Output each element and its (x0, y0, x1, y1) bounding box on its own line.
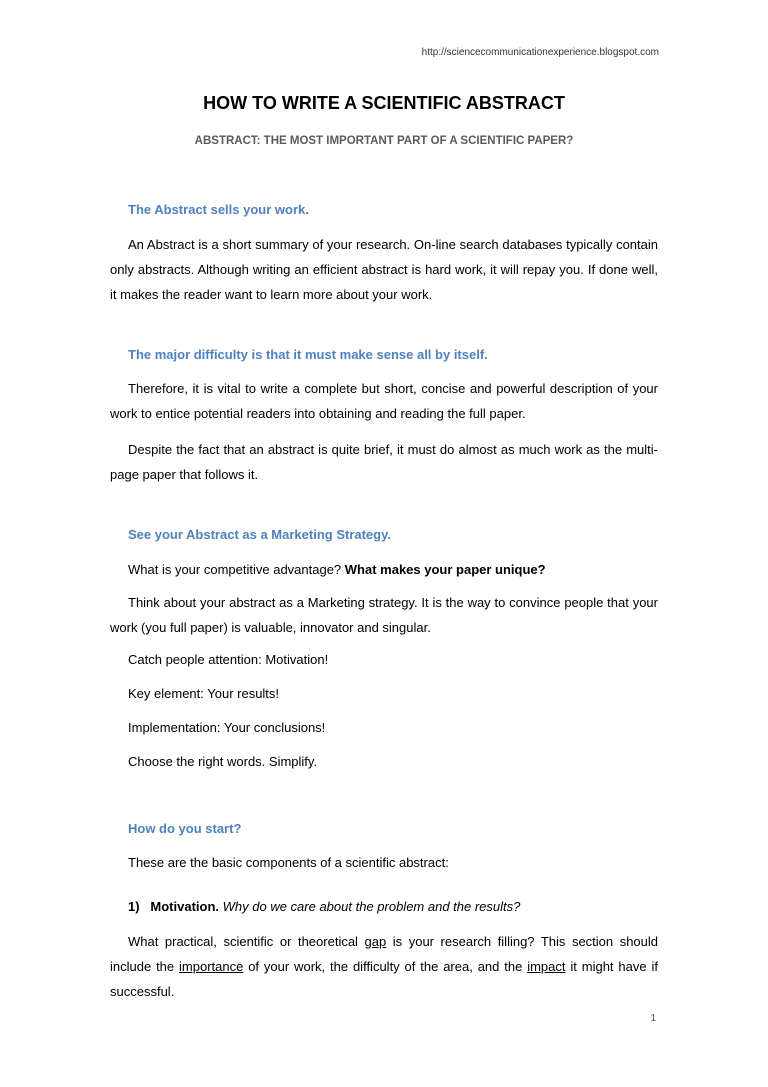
how-start-intro (110, 853, 658, 873)
page-subtitle: ABSTRACT: THE MOST IMPORTANT PART OF A SCIENTIFIC PAPER? (194, 135, 574, 147)
section-heading: See your Abstract as a Marketing Strategy. (128, 527, 391, 542)
list-item: Catch people attention: Motivation! (128, 652, 329, 667)
section-major-difficulty-body-1 (110, 376, 658, 426)
text-run: of your work, the difficulty of the area, and the (243, 959, 528, 974)
marketing-paragraph (110, 590, 658, 640)
header-url: http://sciencecommunicationexperience.blogspot.com (421, 47, 659, 58)
text-run: it might have if successful. (110, 959, 658, 999)
underlined-gap: gap (364, 934, 387, 949)
page-number: 1 (650, 1013, 656, 1024)
marketing-item-4 (110, 752, 658, 772)
motivation-paragraph (110, 929, 658, 1004)
section-abstract-sells-body (110, 232, 658, 307)
list-bold-label: Motivation. (150, 899, 220, 914)
section-abstract-sells (110, 200, 658, 220)
component-motivation (110, 897, 658, 917)
underlined-importance: importance (179, 959, 244, 974)
list-number: 1) (128, 899, 140, 914)
text-run: is your research filling? This section should include the (110, 934, 659, 974)
competitive-question (110, 560, 658, 580)
section-major-difficulty-body-2 (110, 437, 658, 487)
page-title: HOW TO WRITE A SCIENTIFIC ABSTRACT (203, 93, 565, 113)
section-heading: How do you start? (128, 821, 242, 836)
marketing-item-3 (110, 718, 658, 738)
list-item: Choose the right words. Simplify. (128, 754, 318, 769)
marketing-item-2 (110, 684, 658, 704)
section-marketing-strategy (110, 525, 658, 545)
paragraph: Think about your abstract as a Marketing strategy. It is the way to convince people that your work (you full paper) is valuable, innovator and singular. (110, 595, 658, 635)
text-run: What practical, scientific or theoretical (128, 934, 365, 949)
question-text: What is your competitive advantage? (128, 562, 345, 577)
section-heading: The major difficulty is that it must make sense all by itself. (128, 347, 488, 362)
list-item: Implementation: Your conclusions! (128, 720, 326, 735)
paragraph: These are the basic components of a scientific abstract: (128, 855, 449, 870)
paragraph: Therefore, it is vital to write a complete but short, concise and powerful description of your work to entice potential readers into obtaining and reading the full paper. (110, 381, 658, 421)
underlined-impact: impact (527, 959, 566, 974)
section-major-difficulty (110, 345, 658, 365)
list-item: Key element: Your results! (128, 686, 280, 701)
list-italic-question: Why do we care about the problem and the results? (222, 899, 521, 914)
question-bold: What makes your paper unique? (344, 562, 546, 577)
paragraph: An Abstract is a short summary of your research. On-line search databases typically contain only abstracts. Although writing an efficient abstract is hard work, it will repay you. If done well, it makes the reader want to learn more about your work. (110, 237, 658, 302)
section-how-start (110, 819, 658, 839)
paragraph: Despite the fact that an abstract is quite brief, it must do almost as much work as the multi-page paper that follows it. (110, 442, 658, 482)
marketing-item-1 (110, 650, 658, 670)
section-heading: The Abstract sells your work. (128, 202, 309, 217)
